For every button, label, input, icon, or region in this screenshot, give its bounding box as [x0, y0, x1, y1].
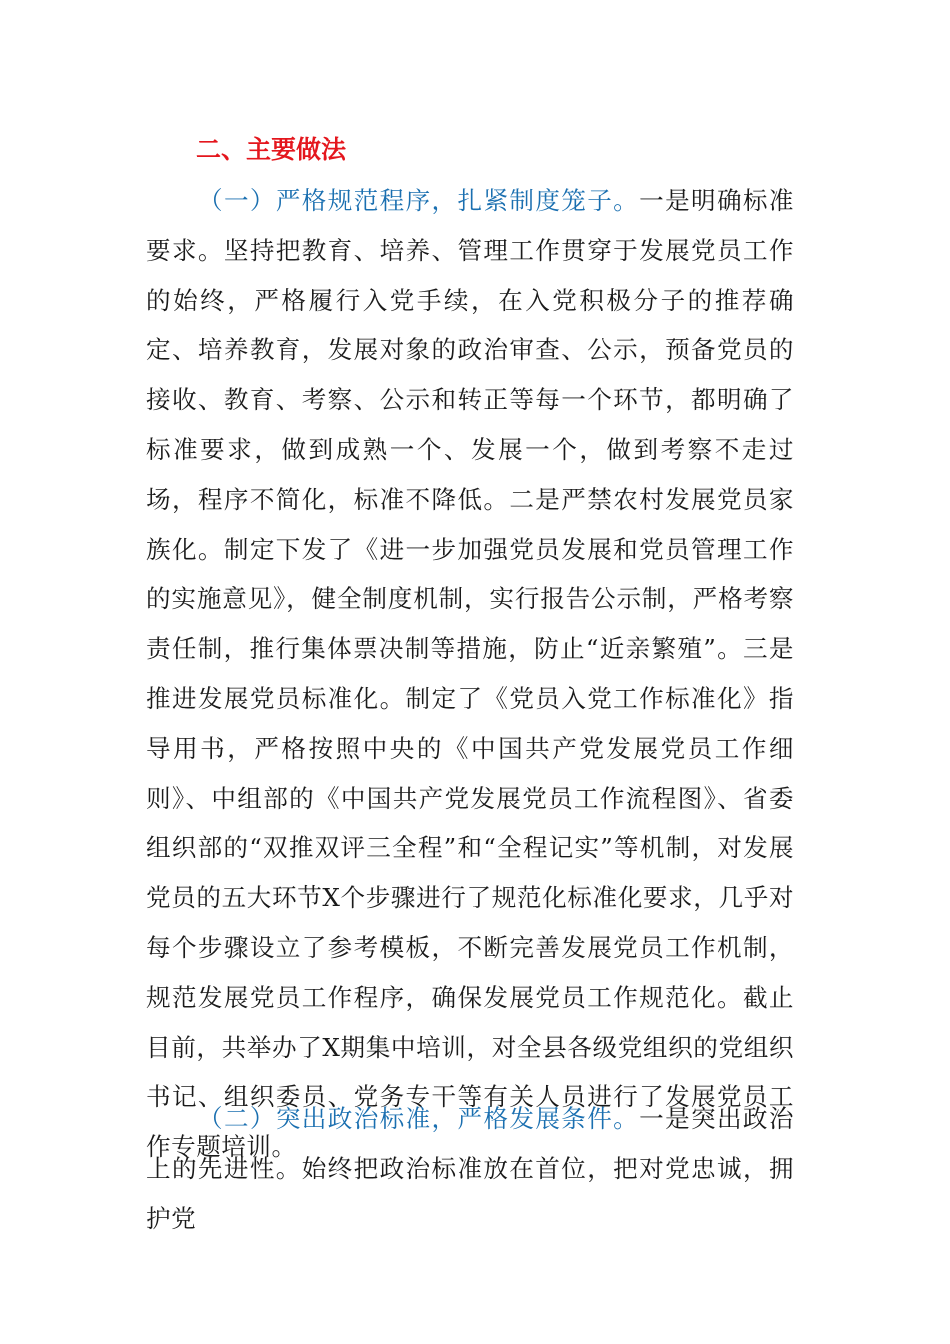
paragraph-1-subheading: （一）严格规范程序，扎紧制度笼子。 — [198, 186, 640, 215]
paragraph-2-text: 一是突出政治上的先进性。始终把政治标准放在首位，把对党忠诚，拥护党 — [146, 1104, 794, 1233]
paragraph-2-subheading: （二）突出政治标准，严格发展条件。 — [198, 1104, 640, 1133]
section-heading: 二、主要做法 — [196, 135, 347, 164]
paragraph-1 — [146, 176, 794, 1172]
paragraph-2 — [146, 1094, 794, 1243]
paragraph-1-text: 一是明确标准要求。坚持把教育、培养、管理工作贯穿于发展党员工作的始终，严格履行入党手续，在入党积极分子的推荐确定、培养教育，发展对象的政治审查、公示，预备党员的接收、教育、考察、公示和转正等每一个环节，都明确了标准要求，做到成熟一个、发展一个，做到考察不走过场，程序不简化，标准不降低。二是严禁农村发展党员家族化。制定下发了《进一步加强党员发展和党员管理工作的实施意见》，健全制度机制，实行报告公示制，严格考察责任制，推行集体票决制等措施，防止“近亲繁殖”。三是推进发展党员标准化。制定了《党员入党工作标准化》指导用书，严格按照中央的《中国共产党发展党员工作细则》、中组部的《中国共产党发展党员工作流程图》、省委组织部的“双推双评三全程”和“全程记实”等机制，对发展党员的五大环节X个步骤进行了规范化标准化要求，几乎对每个步骤设立了参考模板，不断完善发展党员工作机制，规范发展党员工作程序，确保发展党员工作规范化。截止目前，共举办了X期集中培训，对全县各级党组织的党组织书记、组织委员、党务专干等有关人员进行了发展党员工作专题培训。 — [146, 186, 794, 1162]
